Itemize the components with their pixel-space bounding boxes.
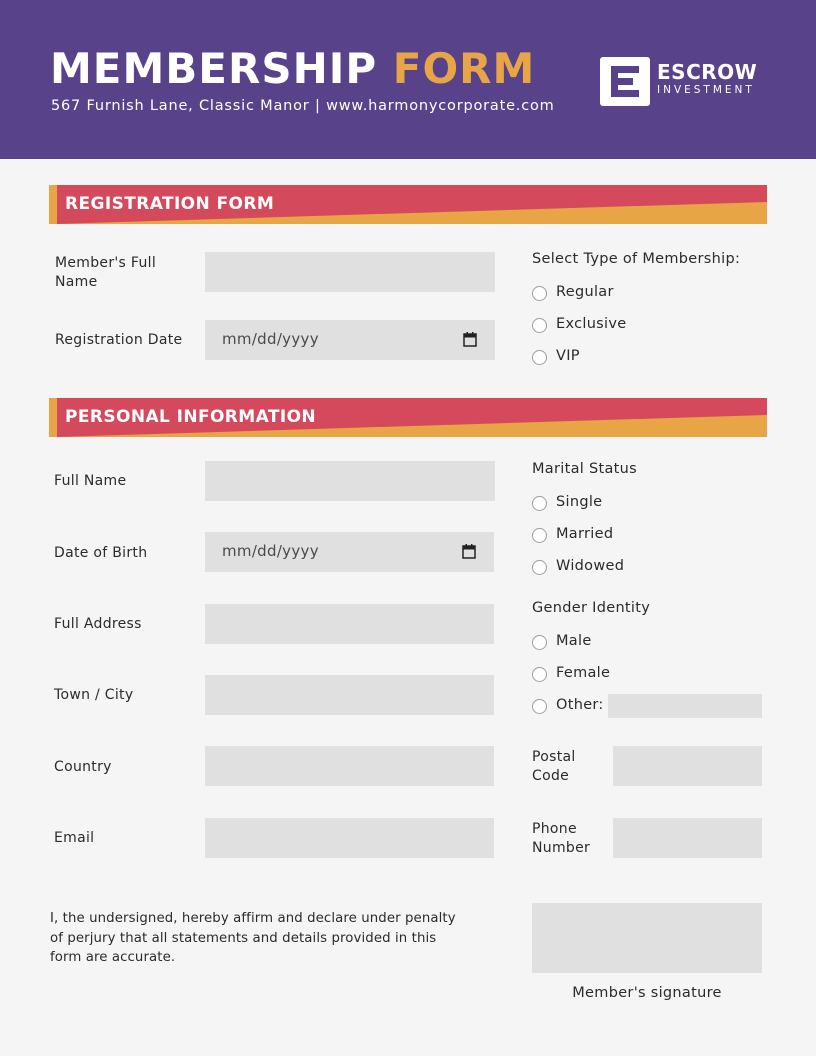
radio-regular[interactable]	[532, 286, 547, 301]
personal-section-banner	[49, 398, 767, 437]
town-city-input[interactable]	[205, 675, 494, 715]
calendar-icon[interactable]	[462, 544, 476, 559]
declaration-text: I, the undersigned, hereby affirm and declare under penalty of perjury that all statements and details provided in this form are accurate.	[50, 911, 456, 965]
phone-number-label: Phone Number	[532, 821, 591, 856]
registration-section-banner	[49, 185, 767, 224]
dob-input[interactable]	[205, 532, 494, 572]
calendar-icon[interactable]	[463, 332, 477, 347]
radio-female-label: Female	[556, 665, 611, 681]
radio-other-label: Other:	[556, 697, 604, 713]
address-subtitle: 567 Furnish Lane, Classic Manor | www.harmonycorporate.com	[51, 98, 555, 114]
title-main: MEMBERSHIP	[50, 44, 378, 93]
dob-placeholder: mm/dd/yyyy	[222, 542, 319, 560]
full-name-input[interactable]	[205, 461, 495, 501]
header-band	[0, 0, 816, 159]
full-address-input[interactable]	[205, 604, 494, 644]
postal-code-label: Postal Code	[532, 749, 576, 784]
dob-label: Date of Birth	[54, 545, 148, 561]
gender-other-input[interactable]	[608, 694, 762, 718]
registration-date-label: Registration Date	[55, 332, 183, 348]
marital-status-title: Marital Status	[532, 461, 637, 477]
radio-vip[interactable]	[532, 350, 547, 365]
email-input[interactable]	[205, 818, 494, 858]
personal-section-title: PERSONAL INFORMATION	[65, 407, 317, 427]
radio-female[interactable]	[532, 667, 547, 682]
title-accent: FORM	[392, 44, 536, 93]
full-address-label: Full Address	[54, 616, 142, 632]
radio-single[interactable]	[532, 496, 547, 511]
radio-exclusive[interactable]	[532, 318, 547, 333]
phone-number-input[interactable]	[613, 818, 762, 858]
member-full-name-input[interactable]	[205, 252, 495, 292]
membership-type-title: Select Type of Membership:	[532, 251, 741, 267]
email-label: Email	[54, 830, 95, 846]
signature-box[interactable]	[532, 903, 762, 973]
radio-male-label: Male	[556, 633, 592, 649]
logo-name: ESCROW	[657, 60, 758, 84]
radio-widowed-label: Widowed	[556, 558, 625, 574]
signature-caption: Member's signature	[572, 985, 722, 1001]
radio-married[interactable]	[532, 528, 547, 543]
country-input[interactable]	[205, 746, 494, 786]
radio-widowed[interactable]	[532, 560, 547, 575]
logo-subtitle: INVESTMENT	[657, 84, 755, 96]
gender-identity-title: Gender Identity	[532, 600, 651, 616]
member-full-name-label: Member's Full Name	[55, 255, 157, 290]
radio-exclusive-label: Exclusive	[556, 316, 627, 332]
escrow-logo-icon	[600, 57, 650, 106]
page-title	[50, 44, 535, 93]
full-name-label: Full Name	[54, 473, 127, 489]
country-label: Country	[54, 759, 112, 775]
registration-date-placeholder: mm/dd/yyyy	[222, 330, 319, 348]
radio-married-label: Married	[556, 526, 614, 542]
registration-date-input[interactable]	[205, 320, 495, 360]
registration-section-title: REGISTRATION FORM	[65, 194, 275, 214]
radio-other[interactable]	[532, 699, 547, 714]
postal-code-input[interactable]	[613, 746, 762, 786]
radio-male[interactable]	[532, 635, 547, 650]
radio-regular-label: Regular	[556, 284, 614, 300]
town-city-label: Town / City	[54, 687, 134, 703]
radio-single-label: Single	[556, 494, 603, 510]
radio-vip-label: VIP	[556, 348, 580, 364]
